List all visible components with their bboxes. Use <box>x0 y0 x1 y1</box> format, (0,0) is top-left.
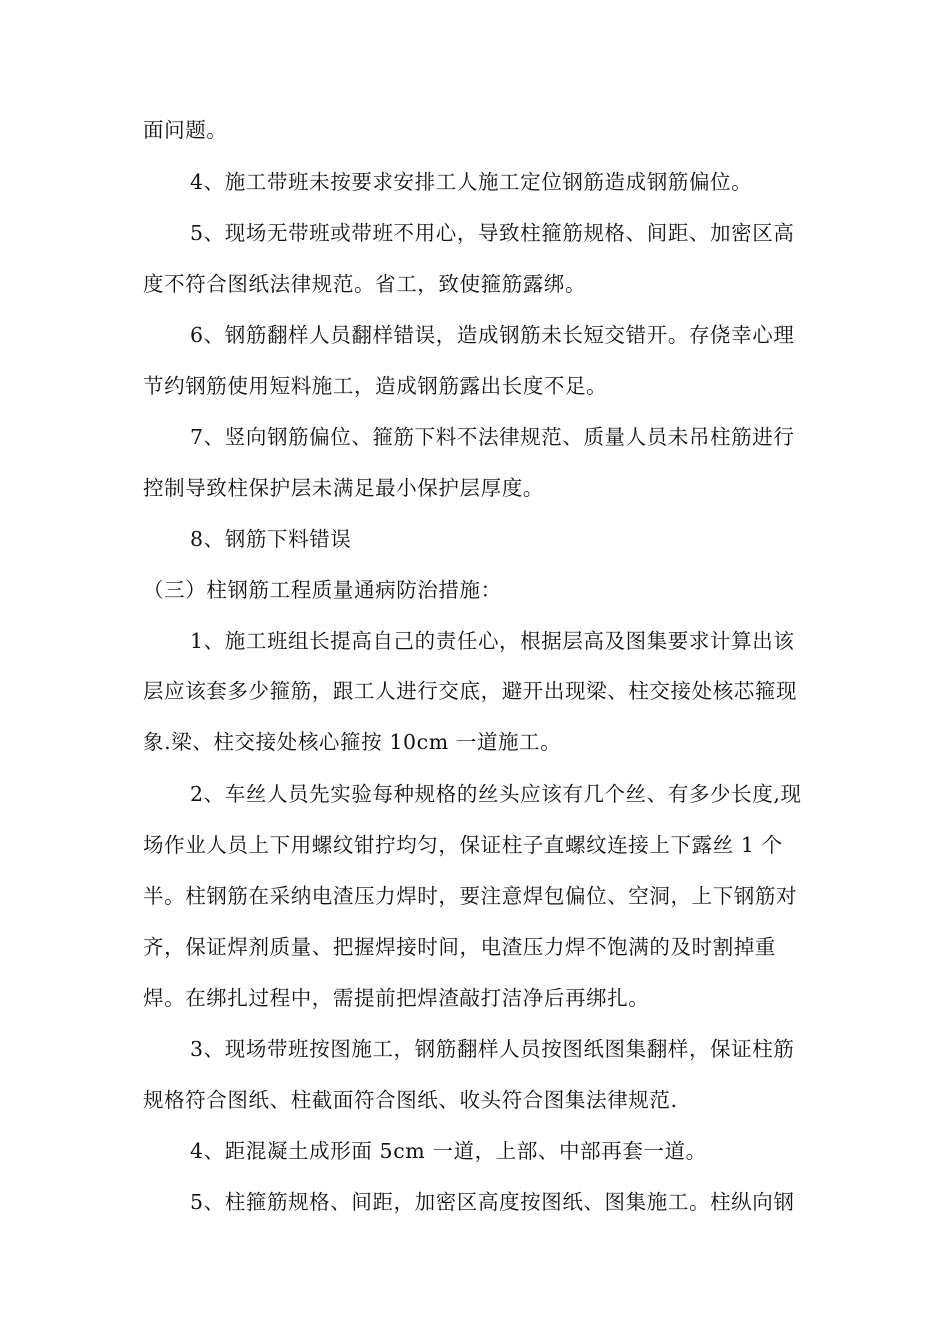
text-line: 场作业人员上下用螺纹钳拧均匀，保证柱子直螺纹连接上下露丝 1 个 <box>143 833 783 857</box>
text-line: 面问题。 <box>143 118 228 142</box>
text-line: 焊。在绑扎过程中，需提前把焊渣敲打洁净后再绑扎。 <box>143 986 650 1010</box>
text-line: 7、竖向钢筋偏位、箍筋下料不法律规范、质量人员未吊柱筋进行 <box>190 425 795 449</box>
text-line: 节约钢筋使用短料施工，造成钢筋露出长度不足。 <box>143 374 608 398</box>
text-line: 3、现场带班按图施工，钢筋翻样人员按图纸图集翻样，保证柱筋 <box>190 1037 795 1061</box>
text-line: 5、柱箍筋规格、间距，加密区高度按图纸、图集施工。柱纵向钢 <box>190 1190 795 1214</box>
text-line: 1、施工班组长提高自己的责任心，根据层高及图集要求计算出该 <box>190 629 795 653</box>
section-heading: （三）柱钢筋工程质量通病防治措施： <box>143 578 502 602</box>
text-line: 度不符合图纸法律规范。省工，致使箍筋露绑。 <box>143 272 587 296</box>
text-line: 齐，保证焊剂质量、把握焊接时间，电渣压力焊不饱满的及时割掉重 <box>143 935 776 959</box>
text-line: 规格符合图纸、柱截面符合图纸、收头符合图集法律规范. <box>143 1088 678 1112</box>
text-line: 4、施工带班未按要求安排工人施工定位钢筋造成钢筋偏位。 <box>190 170 753 194</box>
text-line: 2、车丝人员先实验每种规格的丝头应该有几个丝、有多少长度,现 <box>190 782 802 806</box>
text-line: 控制导致柱保护层未满足最小保护层厚度。 <box>143 476 544 500</box>
text-line: 层应该套多少箍筋，跟工人进行交底，避开出现梁、柱交接处核芯箍现 <box>143 679 798 703</box>
text-line: 半。柱钢筋在采纳电渣压力焊时，要注意焊包偏位、空洞，上下钢筋对 <box>143 884 798 908</box>
text-line: 4、距混凝土成形面 5cm 一道，上部、中部再套一道。 <box>190 1139 707 1163</box>
text-line: 象.梁、柱交接处核心箍按 10cm 一道施工。 <box>143 730 562 754</box>
text-line: 5、现场无带班或带班不用心，导致柱箍筋规格、间距、加密区高 <box>190 221 795 245</box>
text-line: 8、钢筋下料错误 <box>190 527 352 551</box>
text-line: 6、钢筋翻样人员翻样错误，造成钢筋未长短交错开。存侥幸心理 <box>190 323 795 347</box>
